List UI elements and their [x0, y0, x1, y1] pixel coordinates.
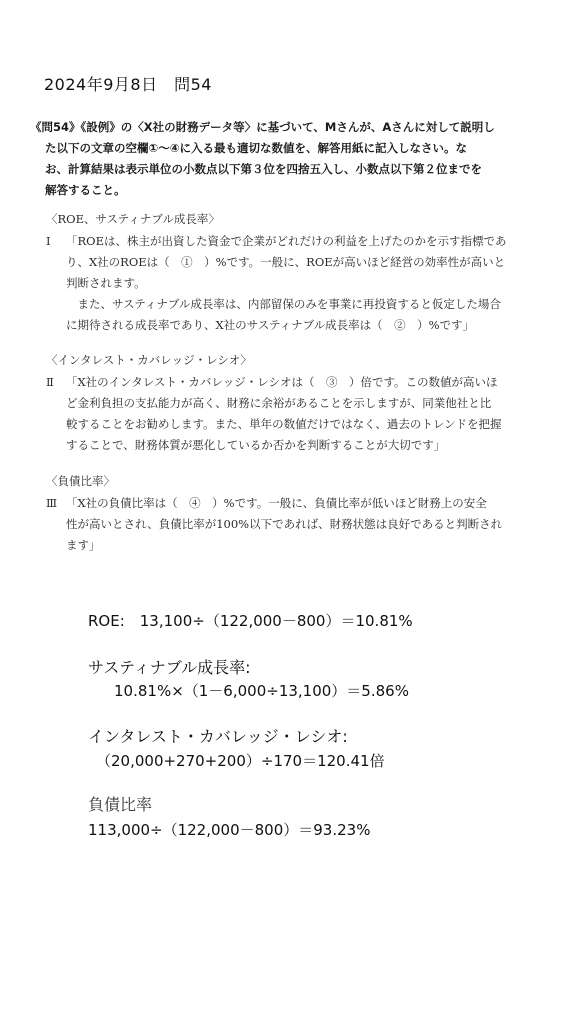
- paragraph-line: また、サスティナブル成長率は、内部留保のみを事業に再投資すると仮定した場合: [66, 297, 501, 311]
- paragraph-line: に期待される成長率であり、X社のサスティナブル成長率は（ ② ）%です」: [66, 318, 475, 332]
- answer-icr-label: インタレスト・カバレッジ・レシオ:: [88, 727, 348, 746]
- question-line: 《問54》《設例》の〈X社の財務データ等〉に基づいて、Mさんが、Aさんに対して説明し: [30, 120, 495, 134]
- answer-debt-calc: 113,000÷（122,000－800）＝93.23%: [88, 821, 371, 839]
- question-line: お、計算結果は表示単位の小数点以下第３位を四捨五入し、小数点以下第２位までを: [45, 162, 482, 176]
- paragraph-line: ど金利負担の支払能力が高く、財務に余裕があることを示しますが、同業他社と比: [66, 396, 492, 410]
- paragraph-line: Ⅱ 「X社のインタレスト・カバレッジ・レシオは（ ③ ）倍です。この数値が高いほ: [46, 372, 556, 393]
- roman-numeral: Ⅱ: [46, 375, 54, 389]
- answer-sgr-label: サスティナブル成長率:: [88, 658, 251, 677]
- paragraph-line: 較することをお勧めします。また、単年の数値だけではなく、過去のトレンドを把握: [66, 417, 502, 431]
- section-debt-ratio: [46, 471, 556, 556]
- roman-numeral: Ⅲ: [46, 496, 58, 510]
- answer-debt-label: 負債比率: [88, 795, 153, 814]
- question-line: た以下の文章の空欄①～④に入る最も適切な数値を、解答用紙に記入しなさい。な: [45, 141, 467, 155]
- page-title: 2024年9月8日 問54: [44, 75, 212, 94]
- answer-sgr-calc: 10.81%×（1－6,000÷13,100）＝5.86%: [114, 682, 409, 700]
- question-line: 解答すること。: [45, 183, 126, 197]
- paragraph-line: することで、財務体質が悪化しているか否かを判断することが大切です」: [66, 438, 446, 452]
- paragraph-line: Ⅲ 「X社の負債比率は（ ④ ）%です。一般に、負債比率が低いほど財務上の安全: [46, 493, 556, 514]
- section-heading: 〈インタレスト・カバレッジ・レシオ〉: [46, 353, 252, 367]
- paragraph-line: 性が高いとされ、負債比率が100%以下であれば、財務状態は良好であると判断され: [66, 517, 503, 531]
- paragraph-line: ます」: [66, 538, 101, 552]
- section-heading: 〈負債比率〉: [46, 474, 115, 488]
- paragraph-line: Ⅰ 「ROEは、株主が出資した資金で企業がどれだけの利益を上げたのかを示す指標であ: [46, 231, 556, 252]
- section-heading: 〈ROE、サスティナブル成長率〉: [46, 212, 220, 226]
- section-roe: [46, 209, 556, 336]
- section-paragraph: [46, 231, 556, 336]
- answer-icr-calc: （20,000+270+200）÷170＝120.41倍: [96, 752, 385, 770]
- paragraph-line: 判断されます。: [66, 276, 146, 290]
- question-text: [30, 117, 550, 201]
- roman-numeral: Ⅰ: [46, 234, 51, 248]
- section-interest-coverage: [46, 350, 556, 456]
- paragraph-line: り、X社のROEは（ ① ）%です。一般に、ROEが高いほど経営の効率性が高いと: [66, 255, 506, 269]
- section-paragraph: [46, 372, 556, 456]
- answer-roe: ROE: 13,100÷（122,000－800）＝10.81%: [88, 612, 413, 630]
- section-paragraph: [46, 493, 556, 556]
